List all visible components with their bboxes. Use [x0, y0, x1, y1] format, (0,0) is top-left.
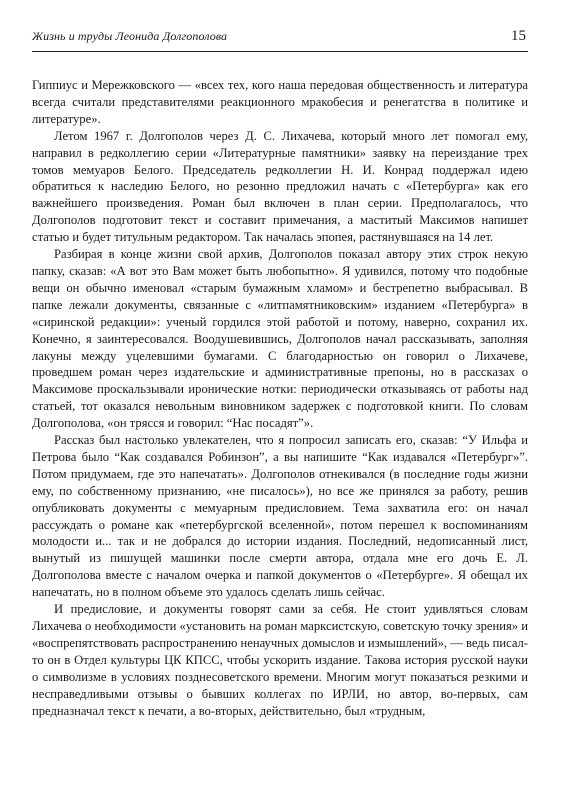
paragraph: Разбирая в конце жизни свой архив, Долгополов показал автору этих строк некую папку, сказав: «А вот это Вам может быть любопытно». Я удивился, потому что подобные вещи он обычно именовал «старым бумажным хламом» и бестрепетно выбрасывал. В папке лежали документы, связанные с «литпамятниковским» изданием «Петербурга» в «сиринской редакции»: ученый гордился этой работой и потому, наверно, сохранил их. Конечно, я заинтересовался. Воодушевившись, Долгополов начал рассказывать, заполняя лакуны между уцелевшими бумагами. С благодарностью он говорил о Лихачеве, проведшем роман через издательские и административные препоны, но в рассказах о Максимове проскальзывали иронические нотки: периодически отказываясь от работы над статьей, тот оказался невольным виновником задержек с подготовкой книги. По словам Долгополова, «он трясся и говорил: “Нас посадят”». — [32, 247, 528, 431]
paragraph-continued: Гиппиус и Мережковского — «всех тех, кого наша передовая общественность и литература всегда считали представителями реакционного мракобесия и ренегатства в политике и литературе». — [32, 78, 528, 126]
body-text — [32, 77, 528, 719]
page-number: 15 — [511, 28, 526, 44]
page-header — [32, 28, 528, 52]
book-page — [32, 28, 528, 719]
paragraph: И предисловие, и документы говорят сами за себя. Не стоит удивляться словам Лихачева о необходимости «установить на роман марксистскую, советскую точку зрения» и «воспрепятствовать распространению ненаучных домыслов и измышлений», — ведь писал-то он в Отдел культуры ЦК КПСС, чтобы ускорить издание. Такова история русской науки о символизме в условиях позднесоветского времени. Многим могут показаться резкими и несправедливыми отзывы о бывших коллегах по ИРЛИ, но автор, во-первых, сам предназначал текст к печати, а во-вторых, действительно, был «трудным, — [32, 602, 528, 718]
paragraph: Рассказ был настолько увлекателен, что я попросил записать его, сказав: “У Ильфа и Петрова было “Как создавался Робинзон”, а вы напишите “Как издавался «Петербург»”. Потом придумаем, где это напечатать». Долгополов отнекивался (в последние годы жизни ему, по собственному признанию, «не писалось»), но все же принялся за работу, решив опубликовать документы с мемуарным предисловием. Тема захватила его: он начал рассуждать о романе как «петербургской вселенной», потом перешел к воспоминаниям молодости и... так и не добрался до истории издания. Последний, недописанный лист, вынутый из пишущей машинки после смерти автора, отдала мне его дочь Е. Л. Долгополова вместе с началом очерка и папкой документов о «Петербурге». Я обещал их напечатать, но в полном объеме это удалось сделать лишь сейчас. — [32, 433, 528, 600]
running-head: Жизнь и труды Леонида Долгополова — [32, 29, 228, 43]
paragraph: Летом 1967 г. Долгополов через Д. С. Лихачева, который много лет помогал ему, направил в редколлегию серии «Литературные памятники» заявку на переиздание трех томов мемуаров Белого. Председатель редколлегии Н. И. Конрад поддержал идею обратиться к наследию Белого, но резонно предложил начать с «Петербурга» как его важнейшего произведения. Роман был включен в план серии. Предполагалось, что Долгополов подготовит текст и составит примечания, а маститый Максимов напишет статью и будет титульным редактором. Так началась эпопея, растянувшаяся на 14 лет. — [32, 128, 528, 245]
